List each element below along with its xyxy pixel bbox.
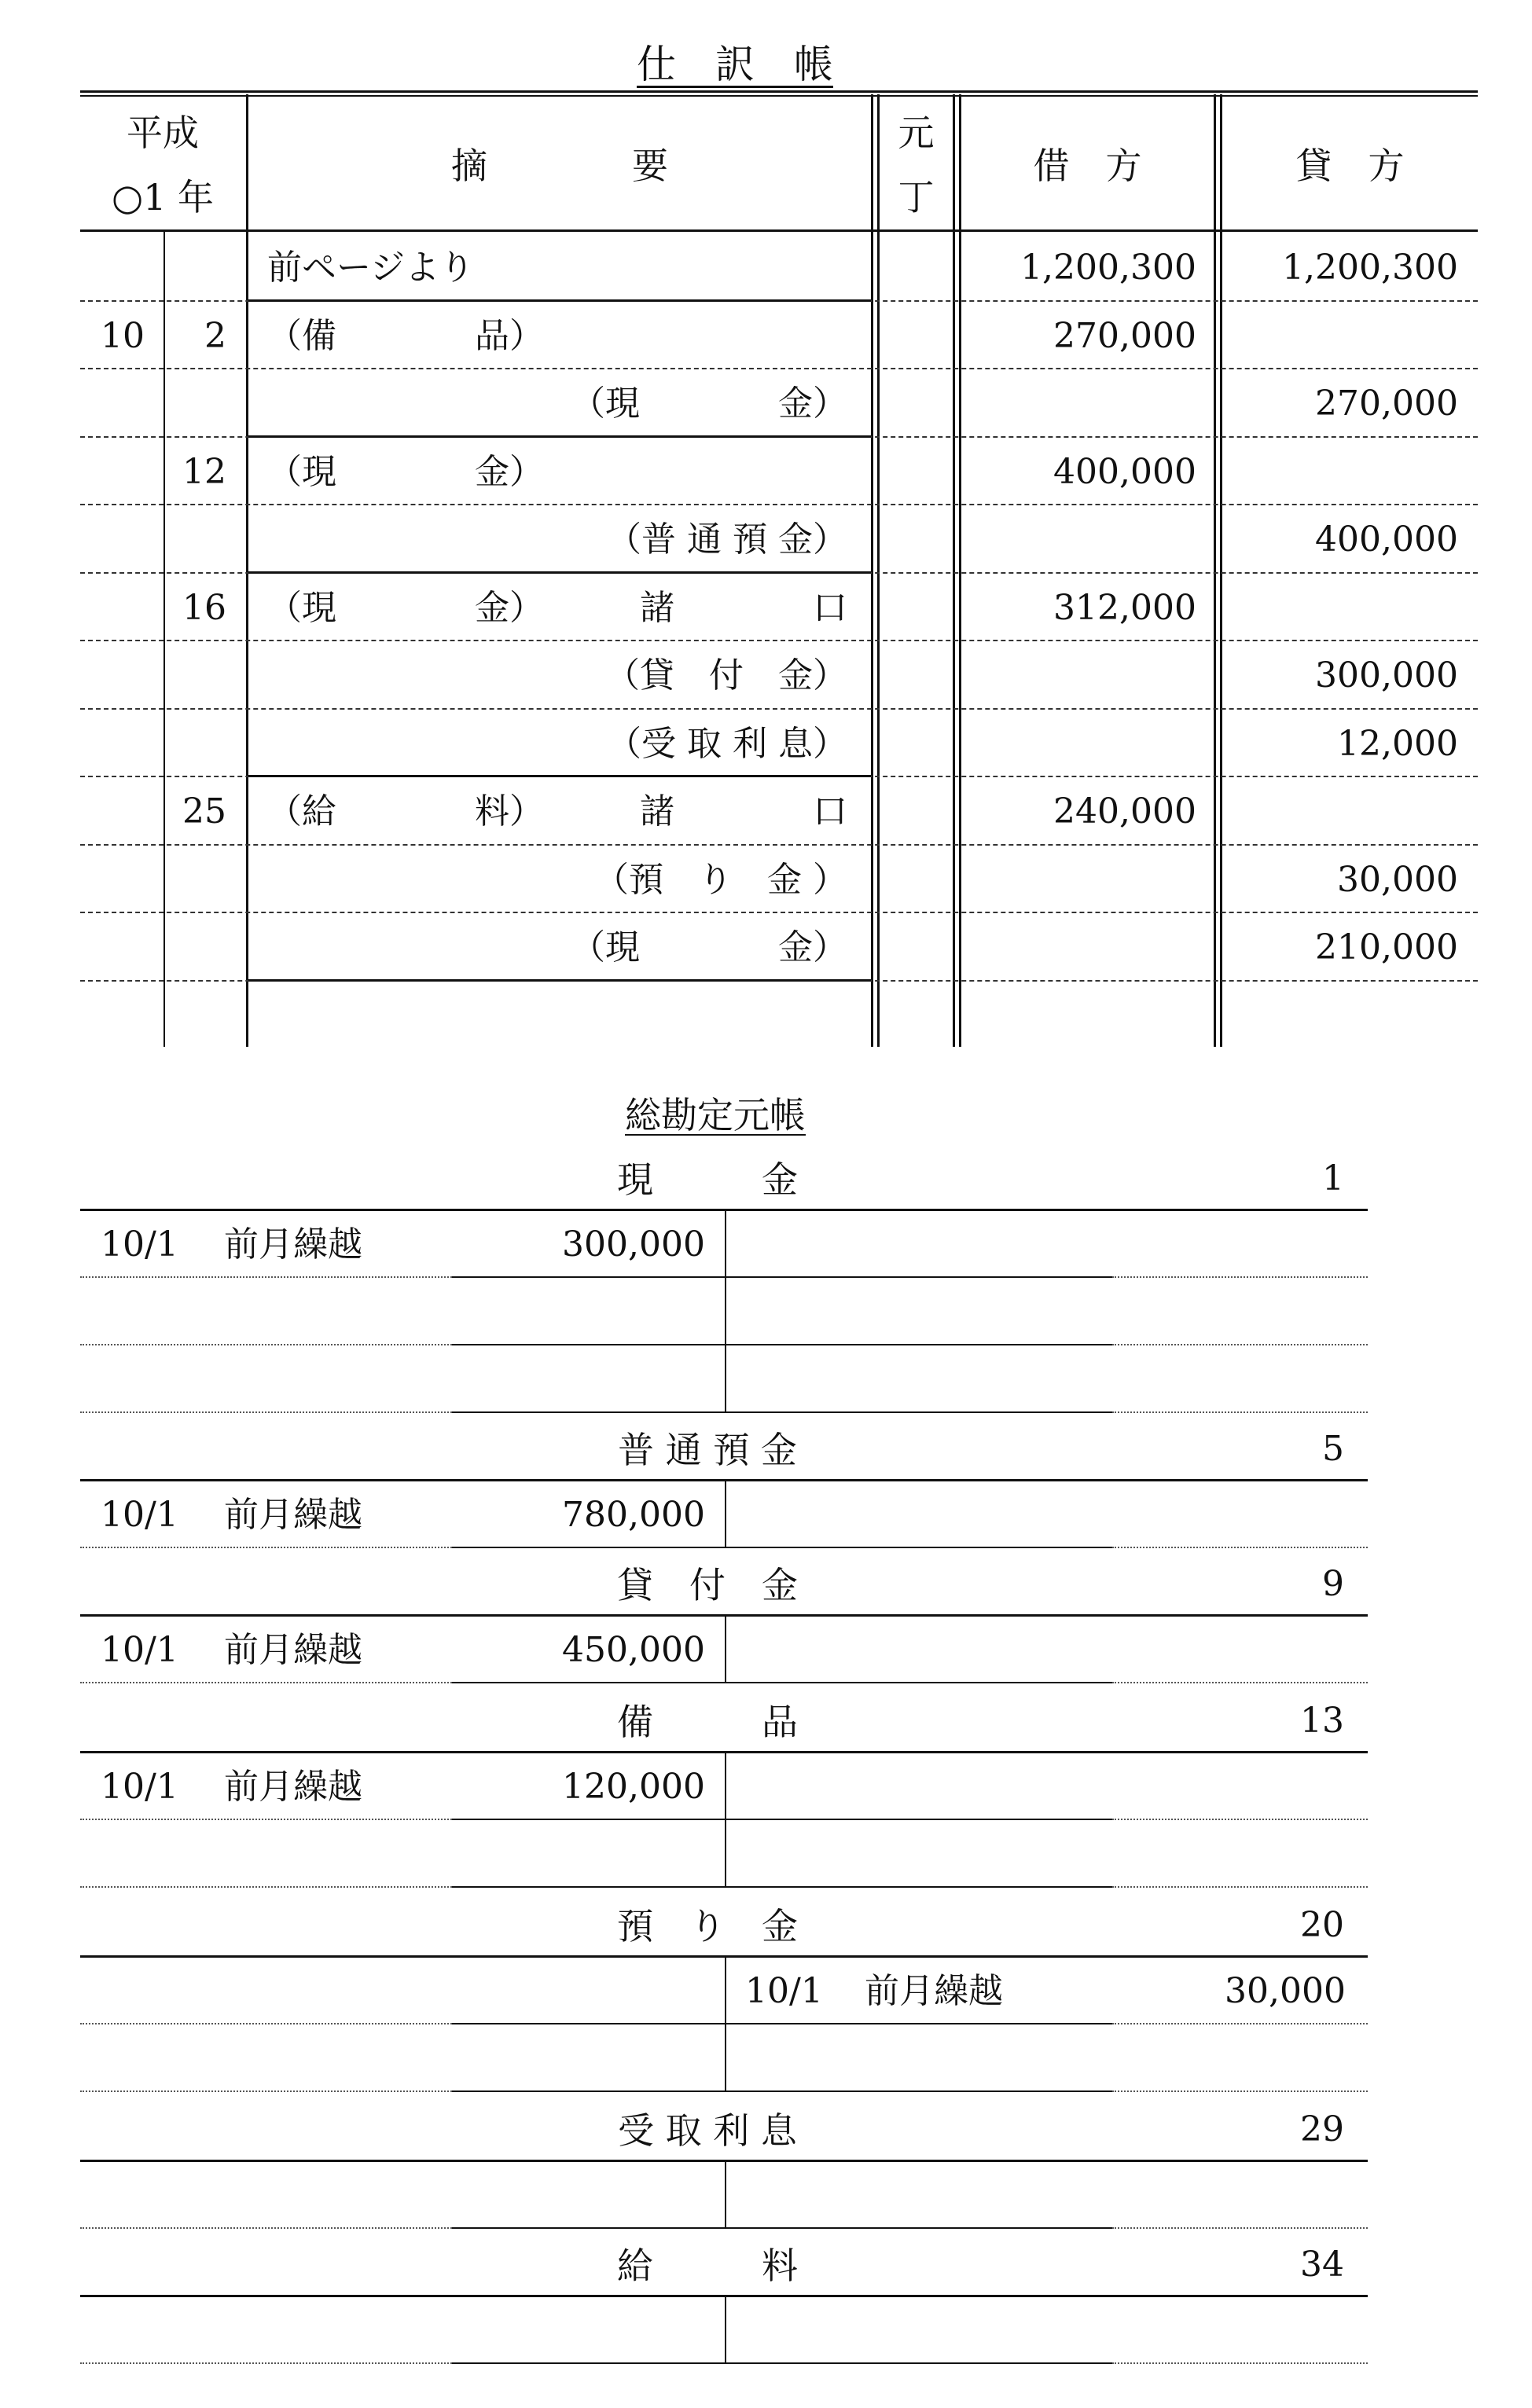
ledger-title: 総勘定元帳: [625, 1094, 806, 1136]
account-name: 備 品: [617, 1701, 798, 1743]
account-name: 現 金: [617, 1158, 798, 1201]
account-number: 1: [1322, 1158, 1344, 1198]
entry-end-line: [248, 571, 871, 574]
row-dotted-left: [80, 1547, 452, 1548]
header-era: 平成: [127, 112, 199, 154]
left-desc: 前月繰越: [224, 1767, 362, 1807]
row-desc-right: （現 金）: [571, 384, 847, 424]
row-credit: 270,000: [1315, 384, 1458, 424]
row-dotted-right: [1112, 2023, 1368, 2024]
row-dotted-right: [1112, 1886, 1368, 1888]
header-ref-top: 元: [898, 112, 935, 154]
row-solid-left: [452, 1886, 725, 1888]
row-solid-left: [452, 2362, 725, 2364]
account-divider: [725, 2160, 726, 2227]
row-credit: 30,000: [1337, 859, 1458, 900]
row-debit: 400,000: [1053, 451, 1196, 492]
row-desc-left: 前ページより: [267, 248, 475, 288]
row-dotted-right: [1112, 1547, 1368, 1548]
row-dotted-right: [1112, 1344, 1368, 1345]
row-solid-right: [725, 1411, 1112, 1413]
row-solid-right: [725, 1547, 1112, 1548]
row-dotted-right: [1112, 1682, 1368, 1683]
account-number: 29: [1300, 2109, 1344, 2149]
header-year: ○1 年: [111, 176, 215, 218]
journal-col-debit-divider-a: [1214, 94, 1216, 1047]
right-date: 10/1: [745, 1971, 823, 2011]
row-separator: [80, 912, 1478, 913]
row-solid-right: [725, 1819, 1112, 1820]
row-solid-left: [452, 1547, 725, 1548]
account-divider: [725, 1209, 726, 1411]
row-dotted-right: [1112, 1819, 1368, 1820]
row-solid-left: [452, 2023, 725, 2024]
journal-col-debit-divider-b: [1220, 94, 1222, 1047]
row-day: 2: [204, 315, 226, 356]
row-solid-right: [725, 1344, 1112, 1345]
row-day: 16: [182, 587, 226, 628]
row-debit: 1,200,300: [1020, 248, 1196, 288]
left-amount: 780,000: [562, 1495, 705, 1535]
account-number: 13: [1300, 1701, 1344, 1741]
left-amount: 300,000: [562, 1224, 705, 1265]
account-divider: [725, 1479, 726, 1547]
account-number: 20: [1300, 1905, 1344, 1945]
entry-end-line: [248, 775, 871, 777]
journal-col-desc-divider-a: [871, 94, 873, 1047]
account-number: 5: [1322, 1429, 1344, 1469]
account-top-line: [80, 1614, 1368, 1617]
row-solid-left: [452, 2227, 725, 2229]
row-solid-right: [725, 2227, 1112, 2229]
row-credit: 1,200,300: [1282, 248, 1458, 288]
entry-end-line: [248, 299, 871, 302]
header-debit: 借 方: [1033, 145, 1142, 187]
row-desc-right: （受 取 利 息）: [607, 723, 847, 764]
account-name: 受 取 利 息: [618, 2109, 797, 2152]
row-separator: [80, 640, 1478, 641]
journal-col-desc-divider-b: [877, 94, 880, 1047]
account-name: 普 通 預 金: [618, 1429, 797, 1471]
row-desc-right: （預 り 金 ）: [594, 859, 847, 900]
row-dotted-left: [80, 2362, 452, 2364]
row-solid-left: [452, 2090, 725, 2092]
account-name: 給 料: [617, 2245, 798, 2287]
row-desc-right: 諸 口: [640, 587, 847, 628]
journal-top-border-inner: [80, 95, 1478, 97]
row-separator: [80, 844, 1478, 846]
account-top-line: [80, 1751, 1368, 1753]
header-credit: 貸 方: [1295, 145, 1405, 187]
account-name: 預 り 金: [617, 1905, 798, 1947]
row-day: 12: [182, 451, 226, 492]
account-number: 9: [1322, 1564, 1344, 1604]
row-solid-left: [452, 1682, 725, 1683]
left-desc: 前月繰越: [224, 1630, 362, 1670]
account-top-line: [80, 1955, 1368, 1958]
row-solid-right: [725, 2023, 1112, 2024]
left-date: 10/1: [101, 1767, 178, 1807]
row-dotted-right: [1112, 1276, 1368, 1278]
row-solid-left: [452, 1344, 725, 1345]
row-desc-left: （現 金）: [267, 587, 544, 628]
journal-col-month-divider: [163, 231, 165, 1047]
journal-col-ref-divider-a: [953, 94, 955, 1047]
row-desc-left: （給 料）: [267, 791, 544, 831]
row-solid-right: [725, 2090, 1112, 2092]
right-amount: 30,000: [1225, 1971, 1346, 2011]
row-month: 10: [101, 315, 145, 356]
account-top-line: [80, 1209, 1368, 1211]
left-desc: 前月繰越: [224, 1495, 362, 1535]
row-solid-right: [725, 1682, 1112, 1683]
row-desc-right: 諸 口: [640, 791, 847, 831]
row-dotted-left: [80, 2023, 452, 2024]
entry-end-line: [248, 979, 871, 982]
row-solid-right: [725, 2362, 1112, 2364]
row-day: 25: [182, 791, 226, 831]
account-top-line: [80, 2295, 1368, 2297]
row-solid-right: [725, 1886, 1112, 1888]
row-credit: 12,000: [1337, 723, 1458, 764]
row-credit: 400,000: [1315, 519, 1458, 560]
journal-top-border: [80, 90, 1478, 93]
row-dotted-right: [1112, 2227, 1368, 2229]
left-date: 10/1: [101, 1630, 178, 1670]
row-dotted-left: [80, 1344, 452, 1345]
account-name: 貸 付 金: [617, 1564, 798, 1606]
right-desc: 前月繰越: [865, 1971, 1003, 2011]
row-dotted-right: [1112, 1411, 1368, 1413]
row-solid-left: [452, 1819, 725, 1820]
account-top-line: [80, 2160, 1368, 2162]
row-dotted-left: [80, 1411, 452, 1413]
account-divider: [725, 2295, 726, 2362]
row-debit: 312,000: [1053, 587, 1196, 628]
row-solid-left: [452, 1411, 725, 1413]
row-desc-left: （現 金）: [267, 451, 544, 492]
row-separator: [80, 504, 1478, 505]
row-credit: 210,000: [1315, 927, 1458, 967]
row-dotted-left: [80, 1819, 452, 1820]
account-number: 34: [1300, 2245, 1344, 2285]
journal-col-ref-divider-b: [959, 94, 961, 1047]
left-amount: 450,000: [562, 1630, 705, 1670]
header-ref-bottom: 丁: [898, 176, 935, 218]
journal-header-bottom: [80, 229, 1478, 232]
left-date: 10/1: [101, 1495, 178, 1535]
row-dotted-left: [80, 1886, 452, 1888]
account-top-line: [80, 1479, 1368, 1481]
account-divider: [725, 1614, 726, 1682]
header-description: 摘 要: [451, 145, 668, 187]
row-dotted-right: [1112, 2090, 1368, 2092]
row-dotted-left: [80, 2227, 452, 2229]
left-desc: 前月繰越: [224, 1224, 362, 1265]
row-solid-right: [725, 1276, 1112, 1278]
left-amount: 120,000: [562, 1767, 705, 1807]
row-desc-right: （貸 付 金）: [605, 655, 847, 696]
row-dotted-left: [80, 1276, 452, 1278]
row-dotted-left: [80, 2090, 452, 2092]
row-dotted-left: [80, 1682, 452, 1683]
row-solid-left: [452, 1276, 725, 1278]
journal-title: 仕 訳 帳: [637, 42, 833, 87]
row-dotted-right: [1112, 2362, 1368, 2364]
row-desc-left: （備 品）: [267, 315, 544, 356]
row-desc-right: （現 金）: [571, 927, 847, 967]
entry-end-line: [248, 435, 871, 438]
row-separator: [80, 368, 1478, 369]
left-date: 10/1: [101, 1224, 178, 1265]
row-debit: 270,000: [1053, 315, 1196, 356]
row-desc-right: （普 通 預 金）: [607, 519, 847, 560]
row-debit: 240,000: [1053, 791, 1196, 831]
row-credit: 300,000: [1315, 655, 1458, 696]
row-separator: [80, 708, 1478, 710]
